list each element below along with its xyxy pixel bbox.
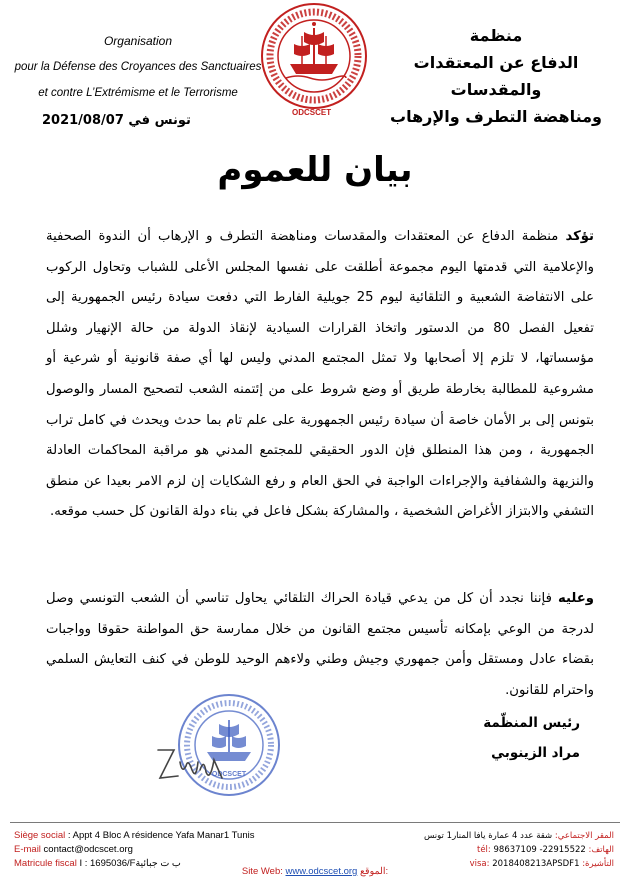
web-label: Site Web: <box>241 866 283 877</box>
web-label-ar: الموقع: <box>359 866 389 877</box>
header-org-arabic <box>376 22 616 130</box>
paragraph-2 <box>46 584 594 706</box>
org-ar-line-2: الدفاع عن المعتقدات والمقدسات <box>413 53 579 99</box>
phone-label: الهاتف: <box>588 845 614 855</box>
page-title: بيان للعموم <box>217 150 413 190</box>
org-fr-line-2: pour la Défense des Croyances des Sanctuaires <box>14 61 262 73</box>
svg-text:ODCSCET: ODCSCET <box>211 771 247 778</box>
logo-acronym: ODCSCET <box>292 108 332 117</box>
mf-value: I : 1695036/F <box>76 858 136 869</box>
paragraph-2-lead: وعليه <box>558 591 594 606</box>
org-ar-line-1: منظمة <box>469 26 523 45</box>
signatory-role: رئيس المنظّمة <box>483 715 580 731</box>
phone-label-fr: tél: <box>477 845 491 855</box>
siege-value: : Appt 4 Bloc A résidence Yafa Manar1 Tunis <box>65 830 255 841</box>
org-ar-line-3: ومناهضة التطرف والإرهاب <box>390 107 602 126</box>
siege-label: Siège social <box>14 830 66 841</box>
mf-label: Matricule fiscal <box>14 858 77 869</box>
footer-website <box>0 866 630 877</box>
paragraph-1 <box>46 222 594 528</box>
footer-arabic <box>424 829 614 871</box>
address-label: المقر الاجتماعي: <box>554 831 614 841</box>
org-fr-line-1: Organisation <box>103 34 173 48</box>
header-org-french <box>8 28 268 106</box>
signature-block <box>483 708 580 768</box>
paragraph-1-lead: تؤكد <box>565 229 594 244</box>
address-value: شقة عدد 4 عمارة يافا المنار1 تونس <box>423 831 555 841</box>
mf-arabic: ب ت جبائية <box>135 858 181 869</box>
visa-label: التأشيرة: <box>582 859 614 869</box>
paragraph-1-text: منظمة الدفاع عن المعتقدات والمقدسات ومناهضة التطرف و الإرهاب أن الندوة الصحفية والإعلامية التي قدمتها اليوم مجموعة أطلقت على نفسها المجلس الأعلى للشباب وتحاول الركوب على الانتفاضة الشعبية و التلقائية ليوم 25 جويلية الفارط التي دفعت سيادة رئيس الجمهورية إلى تفعيل الفصل 80 من الدستور واتخاذ القرارات السيادية لإنقاذ الدولة من حالة الإنهيار وشلل مؤسساتها، لا تلزم إلا أصحابها ولا تمثل المجتمع المدني وليس لها أي صفة قانونية أو شرعية أو مشروعية للمطالبة بخارطة طريق أو وضع شروط على من إئتمنه الشعب لتصحيح المسار والوصول بتونس إلى بر الأمان خاصة أن سيادة رئيس الجمهورية على علم تام بما حدث ويحدث في كامل تراب الجمهورية ، ومن هذا المنطلق فإن الدور الحقيقي للمجتمع المدني هو مراقبة المحاكمات العادلة والنزيهة والشفافية والإجراءات الواجبة في الحق العام و رفع الشكايات إن لزم الامر بعيدا عن منطق التشفي والابتزاز الأغراض الشخصية ، والمشاركة بشكل فاعل في بناء دولة القانون كل حسب موقعه. <box>46 229 594 520</box>
phone-value: 98637109 -22915522 <box>493 845 586 855</box>
handwritten-signature <box>152 740 232 790</box>
signatory-name: مراد الزينوبي <box>491 745 580 761</box>
footer-divider <box>10 822 620 823</box>
website-link[interactable]: www.odcscet.org <box>285 866 358 877</box>
document-date: تونس في 2021/08/07 <box>42 113 191 128</box>
paragraph-2-text: فإننا نجدد أن كل من يدعي قيادة الحراك التلقائي يحاول تناسي أن الشعب التونسي وصل لدرجة من الوعي بإمكانه تأسيس مجتمع القانون من خلال ممارسة حق المواطنة حقوقا وواجبات بقضاء عادل ومستقل وأمن جمهوري وجيش وطني ولاءهم الوحيد للوطن في كنف التعايش السلمي واحترام للقانون. <box>46 591 594 698</box>
visa-value: 2018408213APSDF1 <box>492 859 580 869</box>
footer-french <box>14 829 254 871</box>
visa-label-fr: visa: <box>469 859 490 869</box>
org-fr-line-3: et contre L’Extrémisme et le Terrorisme <box>38 87 238 99</box>
email-label: E-mail <box>14 844 41 855</box>
organisation-logo <box>258 2 370 114</box>
email-value[interactable]: contact@odcscet.org <box>40 844 133 855</box>
